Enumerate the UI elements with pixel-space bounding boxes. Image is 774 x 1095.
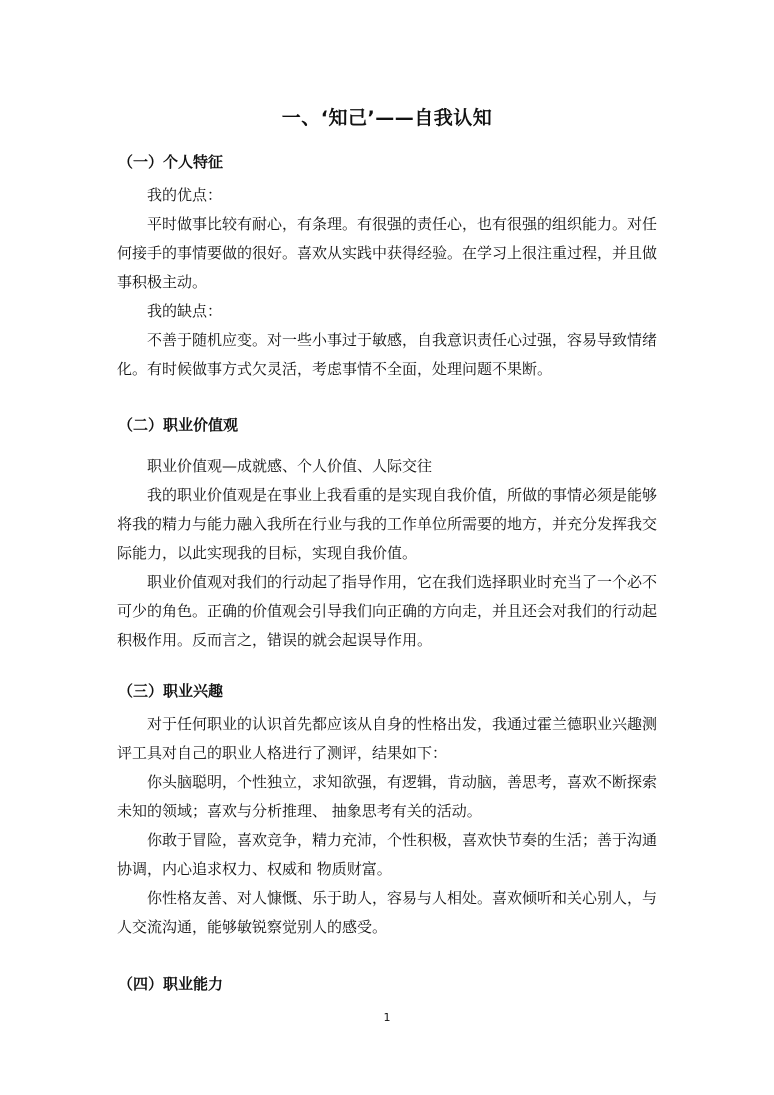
paragraph: 对于任何职业的认识首先都应该从自身的性格出发，我通过霍兰德职业兴趣测评工具对自己的职业人格进行了测评，结果如下： [117,715,658,762]
section-heading-career-interests: （三）职业兴趣 [118,682,224,700]
paragraph: 不善于随机应变。对一些小事过于敏感，自我意识责任心过强，容易导致情绪化。有时候做事方式欠灵活，考虑事情不全面，处理问题不果断。 [117,331,658,378]
paragraph: 你敢于冒险，喜欢竞争，精力充沛，个性积极，喜欢快节奏的生活；善于沟通协调，内心追求权力、权威和 物质财富。 [117,831,658,878]
paragraph: 我的职业价值观是在事业上我看重的是实现自我价值，所做的事情必须是能够将我的精力与能力融入我所在行业与我的工作单位所需要的地方，并充分发挥我交际能力，以此实现我的目标，实现自我价值。 [117,486,658,562]
paragraph: 职业价值观对我们的行动起了指导作用，它在我们选择职业时充当了一个必不可少的角色。正确的价值观会引导我们向正确的方向走，并且还会对我们的行动起积极作用。反而言之，错误的就会起误导作用。 [117,573,658,649]
paragraph: 你性格友善、对人慷慨、乐于助人，容易与人相处。喜欢倾听和关心别人，与人交流沟通，能够敏锐察觉别人的感受。 [117,889,658,936]
section-body-career-interests [117,710,657,942]
paragraph: 平时做事比较有耐心，有条理。有很强的责任心，也有很强的组织能力。对任何接手的事情要做的很好。喜欢从实践中获得经验。在学习上很注重过程，并且做事积极主动。 [117,215,658,291]
page-number: 1 [383,1011,391,1024]
section-body-career-values [117,452,657,655]
section-body-personal-traits [117,181,657,384]
paragraph: 我的优点： [147,186,223,204]
section-heading-career-values: （二）职业价值观 [118,416,239,434]
paragraph: 我的缺点： [147,302,223,320]
section-heading-career-abilities: （四）职业能力 [118,975,224,993]
section-heading-personal-traits: （一）个人特征 [118,153,224,171]
paragraph: 你头脑聪明，个性独立，求知欲强，有逻辑，肯动脑，善思考，喜欢不断探索未知的领域；喜欢与分析推理、 抽象思考有关的活动。 [117,773,658,820]
paragraph: 职业价值观—成就感、个人价值、人际交往 [147,457,433,475]
page-title: 一、‘知己’——自我认知 [281,107,493,129]
